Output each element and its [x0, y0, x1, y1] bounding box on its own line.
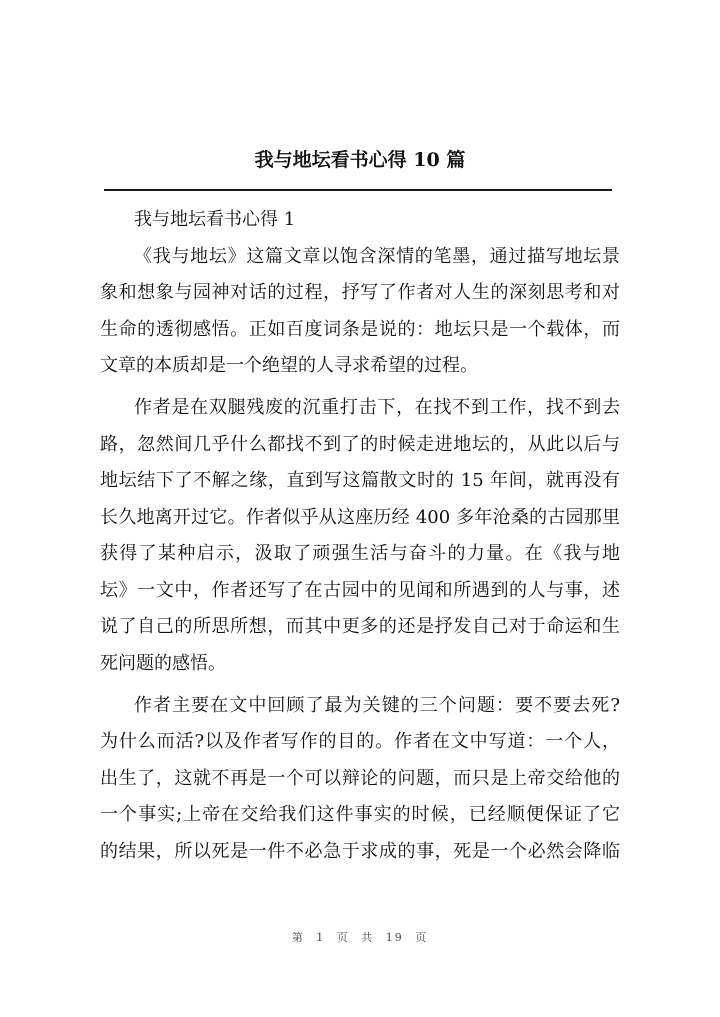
text-line: 的结果，所以死是一件不必急于求成的事，死是一个必然会降临: [100, 840, 620, 862]
document-title: 我与地坛看书心得 10 篇: [254, 149, 466, 171]
text-line: 作者是在双腿残废的沉重打击下，在找不到工作，找不到去: [134, 397, 620, 418]
text-line: 说了自己的所思所想，而其中更多的还是抒发自己对于命运和生: [100, 616, 620, 637]
text-line: 路，忽然间几乎什么都找不到了的时候走进地坛的，从此以后与: [100, 433, 620, 455]
paragraph-1: [100, 239, 620, 385]
text-line: 象和想象与园神对话的过程，抒写了作者对人生的深刻思考和对: [100, 282, 620, 303]
text-line: 死问题的感悟。: [100, 652, 226, 674]
text-line: 生命的透彻感悟。正如百度词条是说的：地坛只是一个载体，而: [100, 318, 620, 340]
title-divider: [104, 189, 612, 191]
text-line: 获得了某种启示，汲取了顽强生活与奋斗的力量。在《我与地: [100, 543, 620, 564]
text-line: 文章的本质却是一个绝望的人寻求希望的过程。: [100, 355, 478, 376]
text-line: 一个事实;上帝在交给我们这件事实的时候，已经顺便保证了它: [100, 804, 620, 825]
text-line: 《我与地坛》这篇文章以饱含深情的笔墨，通过描写地坛景: [134, 245, 620, 267]
section-heading: 我与地坛看书心得 1: [134, 209, 296, 230]
text-line: 作者主要在文中回顾了最为关键的三个问题：要不要去死?: [134, 694, 620, 716]
text-line: 地坛结下了不解之缘，直到写这篇散文时的 15 年间，就再没有: [100, 470, 620, 491]
text-line: 为什么而活?以及作者写作的目的。作者在文中写道：一个人，: [100, 731, 620, 752]
paragraph-2: [100, 390, 620, 682]
text-line: 坛》一文中，作者还写了在古园中的见闻和所遇到的人与事，述: [100, 579, 620, 601]
text-line: 出生了，这就不再是一个可以辩论的问题，而只是上帝交给他的: [100, 767, 620, 789]
page-footer: 第 1 页 共 19 页: [291, 931, 429, 944]
document-body: [100, 202, 620, 870]
paragraph-3: [100, 688, 620, 871]
text-line: 长久地离开过它。作者似乎从这座历经 400 多年沧桑的古园那里: [100, 506, 620, 528]
